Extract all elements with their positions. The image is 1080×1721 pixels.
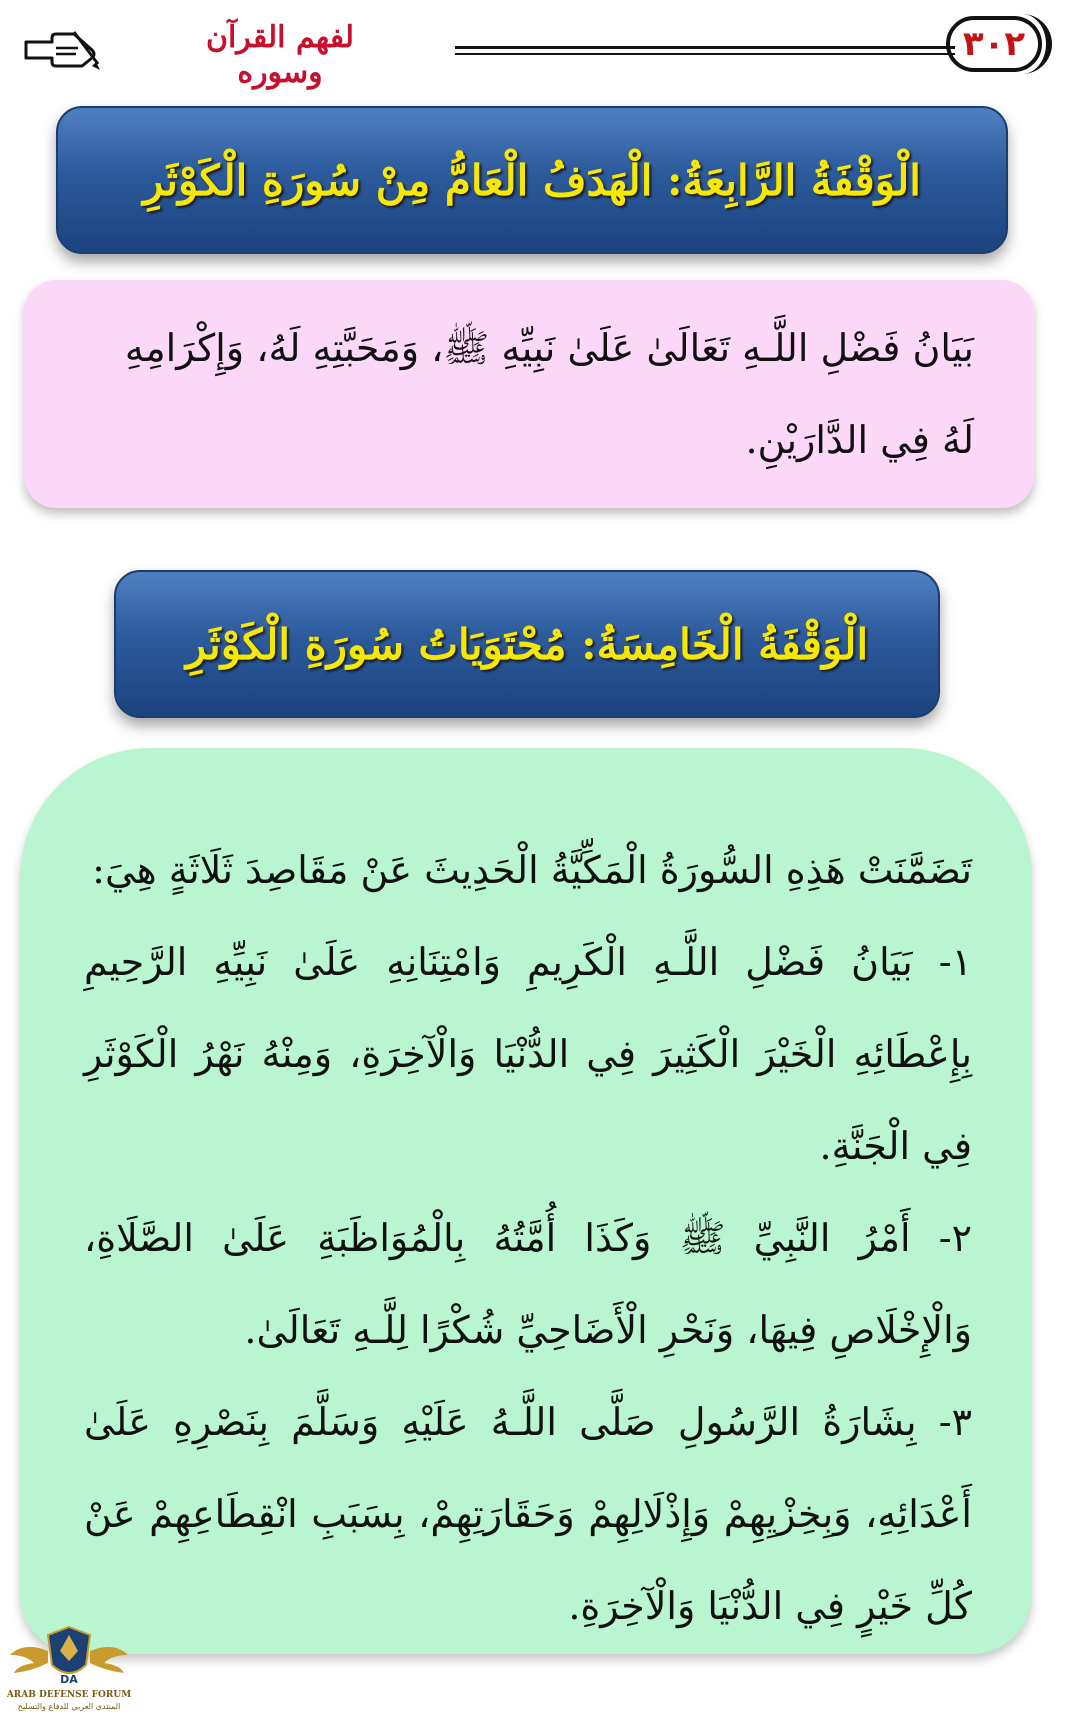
page-number: ٣٠٢ xyxy=(946,16,1042,72)
book-title: لفهم القرآن وسوره xyxy=(205,20,355,90)
section-5-heading: الْوَقْفَةُ الْخَامِسَةُ: مُحْتَوَيَاتُ سُورَةِ الْكَوْثَرِ xyxy=(185,619,869,669)
header-divider xyxy=(455,46,955,59)
writing-hand-icon xyxy=(22,28,100,72)
section-5-body xyxy=(84,824,972,1652)
section-5-intro: تَضَمَّنَتْ هَذِهِ السُّورَةُ الْمَكِّيَّةُ الْحَدِيثَ عَنْ مَقَاصِدَ ثَلَاثَةٍ هِيَ: xyxy=(92,848,972,892)
page-header xyxy=(0,0,1080,95)
list-item: ٢- أَمْرُ النَّبِيِّ ﷺ وَكَذَا أُمَّتُهُ بِالْمُوَاظَبَةِ عَلَىٰ الصَّلَاةِ، وَالْإِخْلَاصِ فِيهَا، وَنَحْرِ الْأَضَاحِيِّ شُكْرًا لِلَّـهِ تَعَالَىٰ. xyxy=(84,1216,972,1352)
svg-text:المنتدى العربي للدفاع والتسليح: المنتدى العربي للدفاع والتسليح xyxy=(17,1702,121,1711)
section-5-heading-banner xyxy=(114,570,940,718)
section-4-body-box xyxy=(24,280,1034,508)
arab-defense-forum-logo xyxy=(4,1621,134,1713)
section-5-body-box xyxy=(20,748,1032,1654)
list-item: ١- بَيَانُ فَضْلِ اللَّـهِ الْكَرِيمِ وَامْتِنَانِهِ عَلَىٰ نَبِيِّهِ الرَّحِيمِ بِإِعْطَائِهِ الْخَيْرَ الْكَثِيرَ فِي الدُّنْيَا وَالْآخِرَةِ، وَمِنْهُ نَهْرُ الْكَوْثَرِ فِي الْجَنَّةِ. xyxy=(84,940,972,1168)
svg-text:ARAB DEFENSE FORUM: ARAB DEFENSE FORUM xyxy=(6,1690,132,1700)
list-item: ٣- بِشَارَةُ الرَّسُولِ صَلَّى اللَّـهُ عَلَيْهِ وَسَلَّمَ بِنَصْرِهِ عَلَىٰ أَعْدَائِهِ، وَبِخِزْيِهِمْ وَإِذْلَالِهِمْ وَحَقَارَتِهِمْ، بِسَبَبِ انْقِطَاعِهِمْ عَنْ كُلِّ خَيْرٍ فِي الدُّنْيَا وَالْآخِرَةِ. xyxy=(84,1400,972,1628)
section-4-heading-banner xyxy=(56,106,1008,254)
svg-text:DA: DA xyxy=(60,1673,78,1686)
section-4-body: بَيَانُ فَضْلِ اللَّـهِ تَعَالَىٰ عَلَىٰ نَبِيِّهِ ﷺ، وَمَحَبَّتِهِ لَهُ، وَإِكْرَامِهِ لَهُ فِي الدَّارَيْنِ. xyxy=(124,326,974,462)
section-4-heading: الْوَقْفَةُ الرَّابِعَةُ: الْهَدَفُ الْعَامُّ مِنْ سُورَةِ الْكَوْثَرِ xyxy=(143,155,921,205)
